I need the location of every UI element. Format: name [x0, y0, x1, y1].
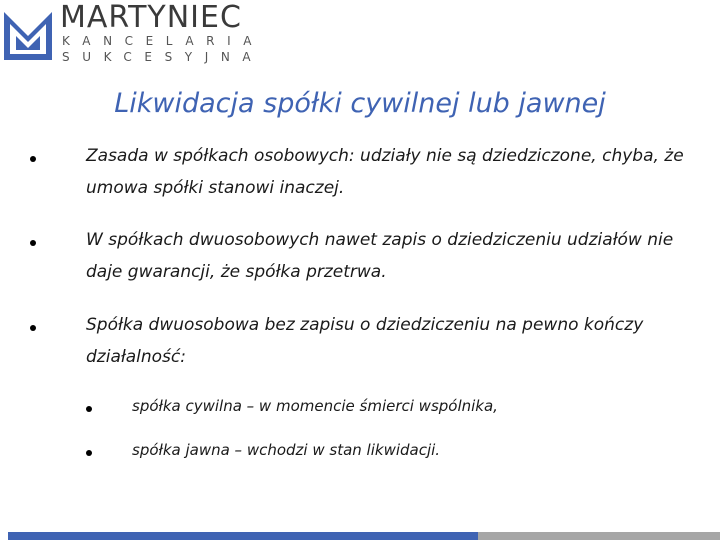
bullet-icon — [30, 240, 36, 246]
bullet-text-1: Zasada w spółkach osobowych: udziały nie są dziedziczone, chyba, że umowa spółki stanowi inaczej. — [86, 146, 684, 198]
sub-bullet-text-1: spółka cywilna – w momencie śmierci wspólnika, — [132, 397, 498, 415]
brand-subtitle-line1: KANCELARIA — [62, 34, 265, 48]
bullet-icon — [30, 325, 36, 331]
slide-title: Likwidacja spółki cywilnej lub jawnej — [114, 88, 606, 119]
sub-bullet-icon — [86, 406, 92, 412]
footer-bar-accent — [8, 532, 478, 540]
footer-bar-grey — [478, 532, 720, 540]
brand-name: MARTYNIEC — [60, 0, 242, 35]
brand-subtitle-line2: SUKCESYJNA — [62, 50, 264, 64]
sub-bullet-icon — [86, 450, 92, 456]
sub-bullet-text-2: spółka jawna – wchodzi w stan likwidacji. — [132, 441, 441, 459]
bullet-text-2: W spółkach dwuosobowych nawet zapis o dziedziczeniu udziałów nie daje gwarancji, że spółka przetrwa. — [86, 230, 674, 282]
bullet-text-3: Spółka dwuosobowa bez zapisu o dziedziczeniu na pewno kończy działalność: — [86, 315, 644, 367]
bullet-icon — [30, 156, 36, 162]
footer-bar — [0, 532, 720, 540]
